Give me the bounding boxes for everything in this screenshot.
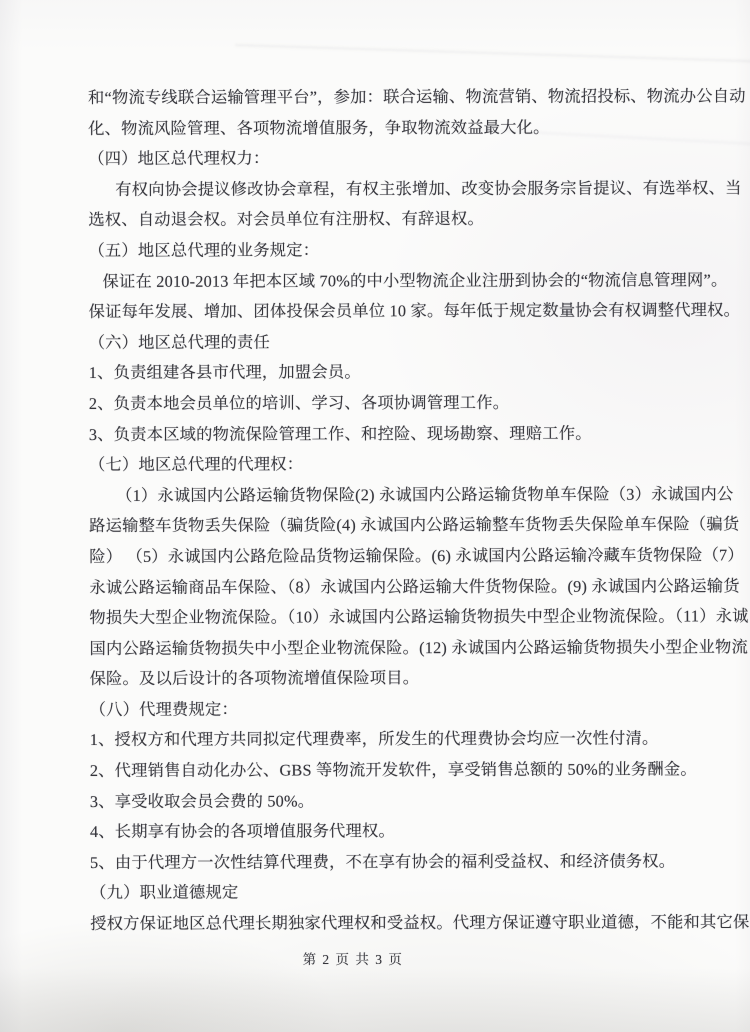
text-line: 授权方保证地区总代理长期独家代理权和受益权。代理方保证遵守职业道德，不能和其它保 xyxy=(90,912,750,934)
text-line: 保证每年发展、增加、团体投保会员单位 10 家。每年低于规定数量协会有权调整代理权。 xyxy=(88,300,741,322)
text-line: 保险。及以后设计的各项物流增值保险项目。 xyxy=(89,668,420,689)
text-line: （五）地区总代理的业务规定： xyxy=(88,240,320,260)
text-line: 国内公路运输货物损失中小型企业物流保险。(12) 永诚国内公路运输货物损失小型企业物流 xyxy=(89,636,749,658)
text-line: 1、授权方和代理方共同拟定代理费率，所发生的代理费协会均应一次性付清。 xyxy=(89,728,659,750)
text-line: 2、负责本地会员单位的培训、学习、各项协调管理工作。 xyxy=(88,392,510,413)
paper-crease xyxy=(235,44,750,62)
text-line: 保证在 2010-2013 年把本区域 70%的中小型物流企业注册到协会的“物流信息管理网”。 xyxy=(102,269,728,291)
text-line: （九）职业道德规定 xyxy=(90,883,239,903)
text-line: 路运输整车货物丢失保险（骗货险(4) 永诚国内公路运输整车货物丢失保险单车保险（骗货 xyxy=(89,514,740,536)
text-line: 永诚公路运输商品车保险、（8）永诚国内公路运输大件货物保险。(9) 永诚国内公路运输货 xyxy=(89,575,740,597)
text-line: 和“物流专线联合运输管理平台”，参加：联合运输、物流营销、物流招投标、物流办公自动 xyxy=(88,86,746,107)
text-line: 有权向协会提议修改协会章程，有权主张增加、改变协会服务宗旨提议、有选举权、当 xyxy=(115,178,742,199)
scan-shadow xyxy=(0,968,750,1032)
text-line: 物损失大型企业物流保险。（10）永诚国内公路运输货物损失中型企业物流保险。（11）永诚 xyxy=(89,606,749,628)
text-line: 5、由于代理方一次性结算代理费，不在享有协会的福利受益权、和经济债务权。 xyxy=(90,851,676,872)
page-footer xyxy=(0,948,728,968)
text-line: 2、代理销售自动化办公、GBS 等物流开发软件，享受销售总额的 50%的业务酬金。 xyxy=(89,759,697,781)
text-line: 1、负责组建各县市代理，加盟会员。 xyxy=(88,362,361,383)
text-line: （四）地区总代理权力： xyxy=(88,148,270,169)
text-line: 选权、自动退会权。对会员单位有注册权、有辞退权。 xyxy=(88,209,484,230)
page-number-text: 第 2 页 共 3 页 xyxy=(302,952,404,967)
text-line: 4、长期享有协会的各项增值服务代理权。 xyxy=(89,821,395,842)
document-body xyxy=(88,81,750,939)
text-line: （六）地区总代理的责任 xyxy=(88,332,270,352)
text-line: 3、负责本区域的物流保险管理工作、和控险、现场勘察、理赔工作。 xyxy=(88,423,592,444)
text-line: 化、物流风险管理、各项物流增值服务，争取物流效益最大化。 xyxy=(88,117,550,138)
text-line: 险） （5）永诚国内公路危险品货物运输保险。(6) 永诚国内公路运输冷藏车货物保险（7） xyxy=(89,545,744,566)
text-line: （1）永诚国内公路运输货物保险(2) 永诚国内公路运输货物单车保险（3）永诚国内公 xyxy=(116,484,734,505)
text-line: （八）代理费规定： xyxy=(89,699,239,719)
text-line: 3、享受收取会员会费的 50%。 xyxy=(89,791,315,811)
text-line: （七）地区总代理的代理权： xyxy=(88,454,304,475)
